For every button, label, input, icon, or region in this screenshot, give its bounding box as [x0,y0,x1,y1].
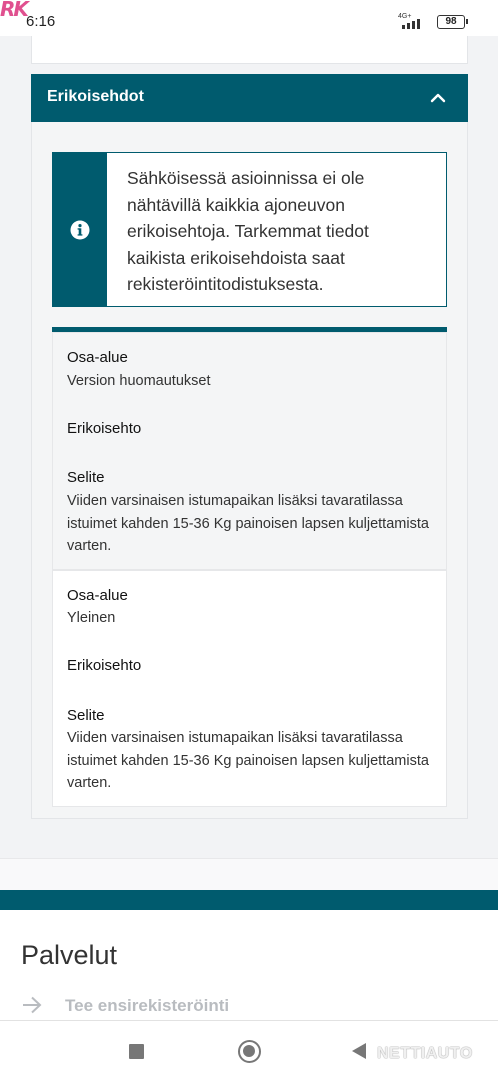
arrow-right-icon [22,996,42,1014]
selite-value: Viiden varsinaisen istumapaikan lisäksi tavaratilassa istuimet kahden 15-36 Kg painoisen lapsen kuljettamista varten. [67,730,429,791]
accordion-title: Erikoisehdot [47,88,144,105]
signal-icon [398,13,430,31]
footer-accent-bar [0,890,498,910]
selite-label: Selite [67,469,105,486]
osa-alue-value: Yleinen [67,610,116,626]
osa-alue-label: Osa-alue [67,349,128,366]
footer [0,910,498,1020]
back-button[interactable] [352,1043,366,1059]
status-time: 6:16 [26,13,56,30]
erikoisehto-item [52,332,447,570]
selite-label: Selite [67,707,105,724]
battery-icon: 98 [437,15,465,29]
notice-text: Sähköisessä asioinnissa ei ole nähtävillä kaikkia ajoneuvon erikoisehtoja. Tarkemmat tiedot kaikista erikoisehdoista saat rekisteröintitodistuksesta. [127,168,369,294]
erikoisehdot-accordion-header[interactable] [31,74,468,122]
erikoisehto-label: Erikoisehto [67,657,142,674]
erikoisehto-label: Erikoisehto [67,420,142,437]
footer-spacer [0,858,498,890]
status-bar [0,0,498,36]
previous-section-card [31,36,468,64]
rk-logo: RK [0,0,27,21]
first-registration-label: Tee ensirekisteröinti [65,996,230,1015]
info-icon [70,220,90,240]
selite-value: Viiden varsinaisen istumapaikan lisäksi tavaratilassa istuimet kahden 15-36 Kg painoisen lapsen kuljettamista varten. [67,493,429,554]
nettiauto-watermark: NETTIAUTO [377,1045,473,1062]
recents-button[interactable] [129,1044,144,1059]
osa-alue-label: Osa-alue [67,587,128,604]
info-notice [52,152,447,307]
erikoisehto-item [52,570,447,807]
navigation-bar [0,1020,498,1080]
chevron-up-icon[interactable] [430,90,446,106]
network-type: 4G+ [398,13,412,20]
home-button[interactable] [238,1040,261,1063]
services-heading: Palvelut [21,940,118,970]
osa-alue-value: Version huomautukset [67,373,211,389]
